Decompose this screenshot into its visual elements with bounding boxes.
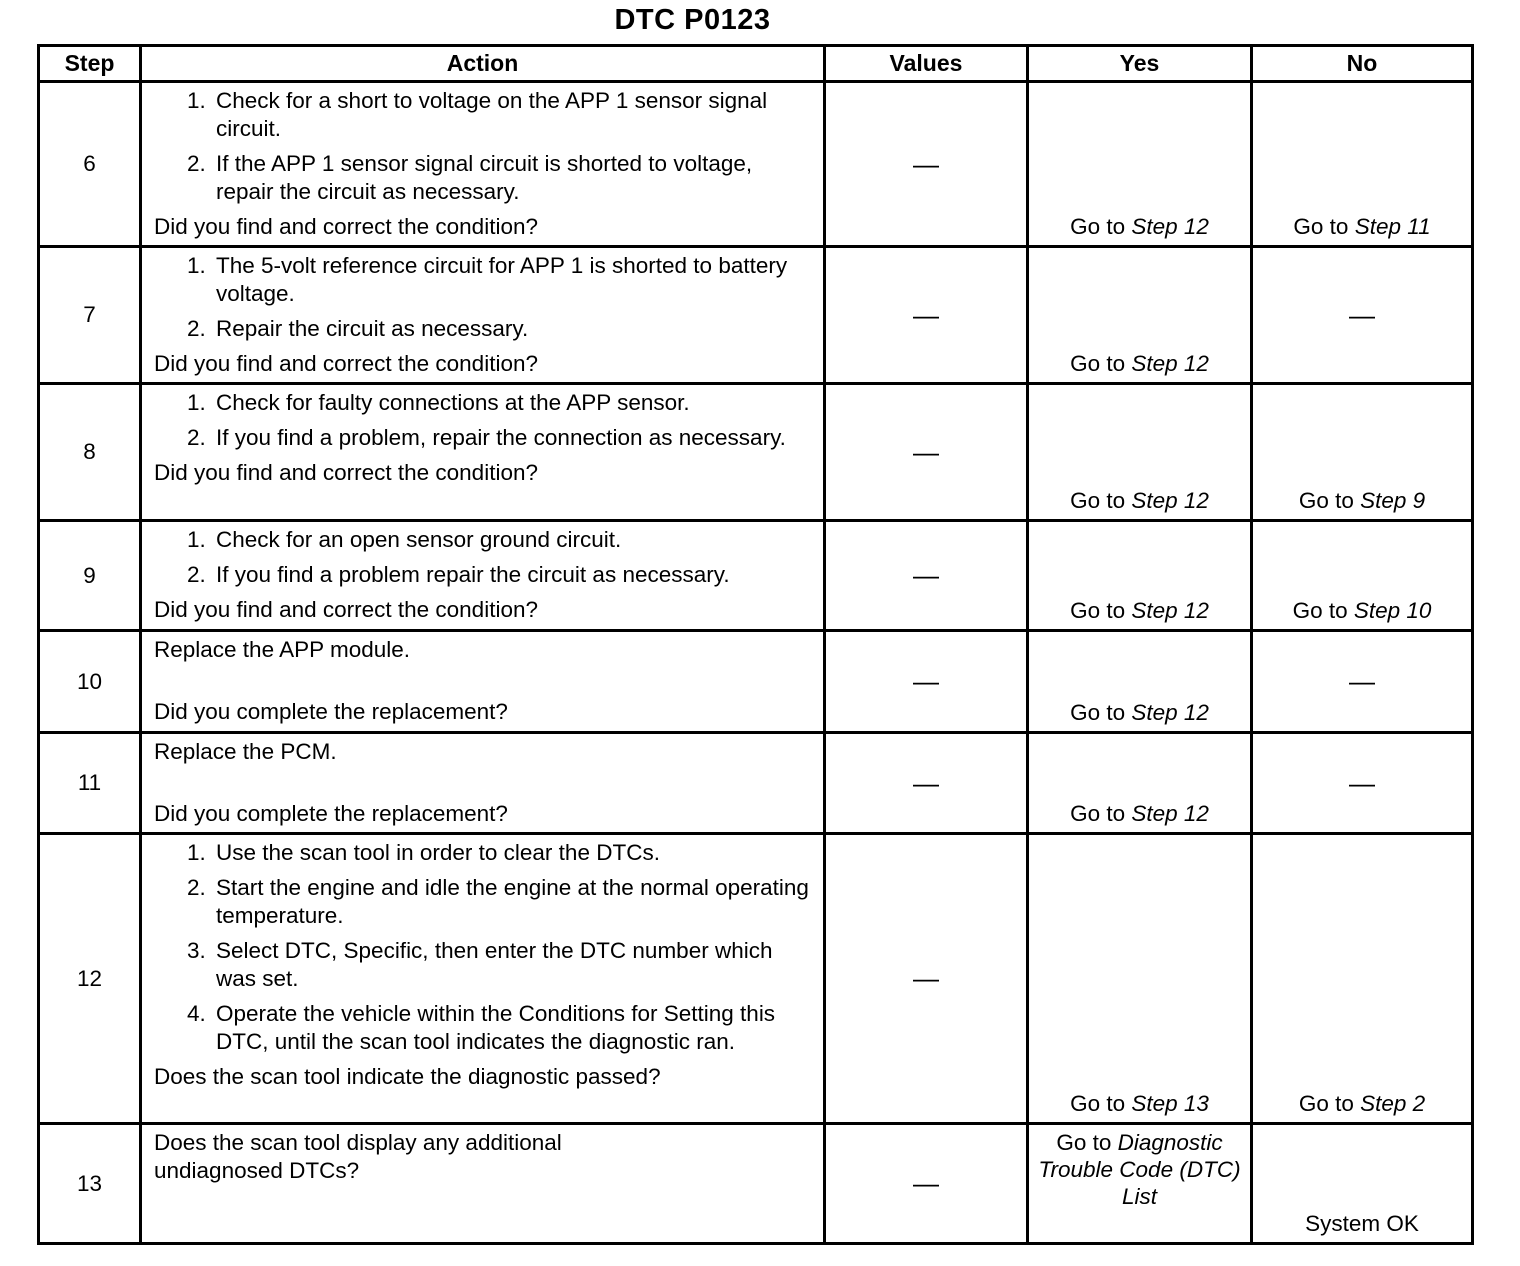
- action-cell: [141, 631, 825, 733]
- yes-cell: [1028, 733, 1252, 834]
- table-row: [39, 733, 1473, 834]
- yes-cell: [1028, 384, 1252, 521]
- yes-cell: [1028, 521, 1252, 631]
- header-row: [39, 46, 1473, 82]
- yes-cell: [1028, 247, 1252, 384]
- action-cell: [141, 384, 825, 521]
- action-question: Did you find and correct the condition?: [154, 214, 538, 239]
- step-link[interactable]: Step 13: [1131, 1091, 1209, 1116]
- table-row: [39, 384, 1473, 521]
- no-cell: —: [1252, 631, 1473, 733]
- step-number: 8: [39, 384, 141, 521]
- values-cell: —: [825, 733, 1028, 834]
- spacer: [154, 766, 813, 800]
- yes-goto[interactable]: Go to Step 12: [1070, 598, 1209, 623]
- yes-goto[interactable]: Go to Step 12: [1070, 214, 1209, 239]
- action-item: 2. Start the engine and idle the engine at the normal operating temperature.: [212, 874, 813, 930]
- action-cell: [141, 247, 825, 384]
- action-question: Does the scan tool display any additional undiagnosed DTCs?: [154, 1130, 562, 1183]
- no-cell: [1252, 834, 1473, 1124]
- action-list: [154, 87, 813, 206]
- action-text: Replace the PCM.: [154, 739, 337, 764]
- step-link[interactable]: Step 2: [1360, 1091, 1426, 1116]
- action-question: Did you find and correct the condition?: [154, 597, 538, 622]
- yes-goto[interactable]: Go to Step 12: [1070, 801, 1209, 826]
- no-goto[interactable]: Go to Step 11: [1293, 214, 1431, 239]
- yes-cell: [1028, 82, 1252, 247]
- page-title: DTC P0123: [614, 4, 771, 36]
- action-list: [154, 526, 813, 589]
- no-goto[interactable]: Go to Step 2: [1298, 1091, 1426, 1116]
- no-cell: —: [1252, 247, 1473, 384]
- action-question: Did you complete the replacement?: [154, 801, 508, 826]
- yes-goto[interactable]: Go to Diagnostic Trouble Code (DTC) List: [1038, 1130, 1241, 1209]
- no-cell: [1252, 82, 1473, 247]
- step-number: 10: [39, 631, 141, 733]
- step-link[interactable]: Step 12: [1131, 214, 1209, 239]
- action-question: Did you find and correct the condition?: [154, 351, 538, 376]
- header-no: No: [1252, 46, 1473, 82]
- step-link[interactable]: Step 9: [1360, 488, 1426, 513]
- step-number: 6: [39, 82, 141, 247]
- dtc-list-link[interactable]: Diagnostic Trouble Code (DTC) List: [1038, 1130, 1241, 1209]
- action-question: Did you find and correct the condition?: [154, 460, 538, 485]
- action-cell: [141, 1124, 825, 1244]
- yes-cell: [1028, 1124, 1252, 1244]
- step-number: 7: [39, 247, 141, 384]
- table-row: [39, 521, 1473, 631]
- no-cell: [1252, 1124, 1473, 1244]
- action-item: 2. If you find a problem repair the circuit as necessary.: [212, 561, 813, 589]
- values-cell: —: [825, 834, 1028, 1124]
- header-action: Action: [141, 46, 825, 82]
- values-cell: —: [825, 1124, 1028, 1244]
- yes-goto[interactable]: Go to Step 13: [1070, 1091, 1209, 1116]
- step-link[interactable]: Step 10: [1353, 598, 1432, 623]
- step-number: 9: [39, 521, 141, 631]
- step-link[interactable]: Step 12: [1131, 351, 1209, 376]
- step-number: 12: [39, 834, 141, 1124]
- action-cell: [141, 82, 825, 247]
- table-row: [39, 834, 1473, 1124]
- action-list: [154, 252, 813, 343]
- no-cell: [1252, 384, 1473, 521]
- action-question: Does the scan tool indicate the diagnostic passed?: [154, 1064, 661, 1089]
- values-cell: —: [825, 631, 1028, 733]
- action-item: 4. Operate the vehicle within the Conditions for Setting this DTC, until the scan tool indicates the diagnostic ran.: [212, 1000, 813, 1056]
- diagnostic-table: [37, 44, 1474, 1245]
- header-values: Values: [825, 46, 1028, 82]
- action-item: 2. Repair the circuit as necessary.: [212, 315, 813, 343]
- action-list: [154, 389, 813, 452]
- yes-cell: [1028, 834, 1252, 1124]
- table-row: [39, 247, 1473, 384]
- no-cell: [1252, 521, 1473, 631]
- table-row: [39, 631, 1473, 733]
- yes-goto[interactable]: Go to Step 12: [1070, 488, 1209, 513]
- header-step: Step: [39, 46, 141, 82]
- no-cell: —: [1252, 733, 1473, 834]
- step-number: 13: [39, 1124, 141, 1244]
- step-link[interactable]: Step 12: [1131, 700, 1209, 725]
- table-row: [39, 82, 1473, 247]
- no-goto[interactable]: Go to Step 10: [1292, 598, 1432, 623]
- step-link[interactable]: Step 12: [1131, 488, 1209, 513]
- action-text: Replace the APP module.: [154, 637, 411, 662]
- yes-goto[interactable]: Go to Step 12: [1070, 700, 1209, 725]
- action-cell: [141, 521, 825, 631]
- step-link[interactable]: Step 12: [1131, 598, 1209, 623]
- action-cell: [141, 733, 825, 834]
- yes-goto[interactable]: Go to Step 12: [1070, 351, 1209, 376]
- spacer: [154, 664, 813, 698]
- action-item: 1. The 5-volt reference circuit for APP 1 is shorted to battery voltage.: [212, 252, 813, 308]
- step-link[interactable]: Step 12: [1131, 801, 1209, 826]
- table-row: [39, 1124, 1473, 1244]
- step-number: 11: [39, 733, 141, 834]
- no-goto[interactable]: Go to Step 9: [1298, 488, 1426, 513]
- values-cell: —: [825, 82, 1028, 247]
- no-result: System OK: [1305, 1211, 1419, 1236]
- values-cell: —: [825, 521, 1028, 631]
- action-question: Did you complete the replacement?: [154, 699, 508, 724]
- action-item: 1. Check for an open sensor ground circuit.: [212, 526, 813, 554]
- yes-cell: [1028, 631, 1252, 733]
- action-item: 1. Use the scan tool in order to clear the DTCs.: [212, 839, 813, 867]
- values-cell: —: [825, 384, 1028, 521]
- action-item: 1. Check for a short to voltage on the APP 1 sensor signal circuit.: [212, 87, 813, 143]
- step-link[interactable]: Step 11: [1354, 214, 1431, 239]
- action-item: 2. If the APP 1 sensor signal circuit is shorted to voltage, repair the circuit as necessary.: [212, 150, 813, 206]
- action-item: 2. If you find a problem, repair the connection as necessary.: [212, 424, 813, 452]
- header-yes: Yes: [1028, 46, 1252, 82]
- action-cell: [141, 834, 825, 1124]
- action-list: [154, 839, 813, 1056]
- values-cell: —: [825, 247, 1028, 384]
- action-item: 3. Select DTC, Specific, then enter the DTC number which was set.: [212, 937, 813, 993]
- action-item: 1. Check for faulty connections at the APP sensor.: [212, 389, 813, 417]
